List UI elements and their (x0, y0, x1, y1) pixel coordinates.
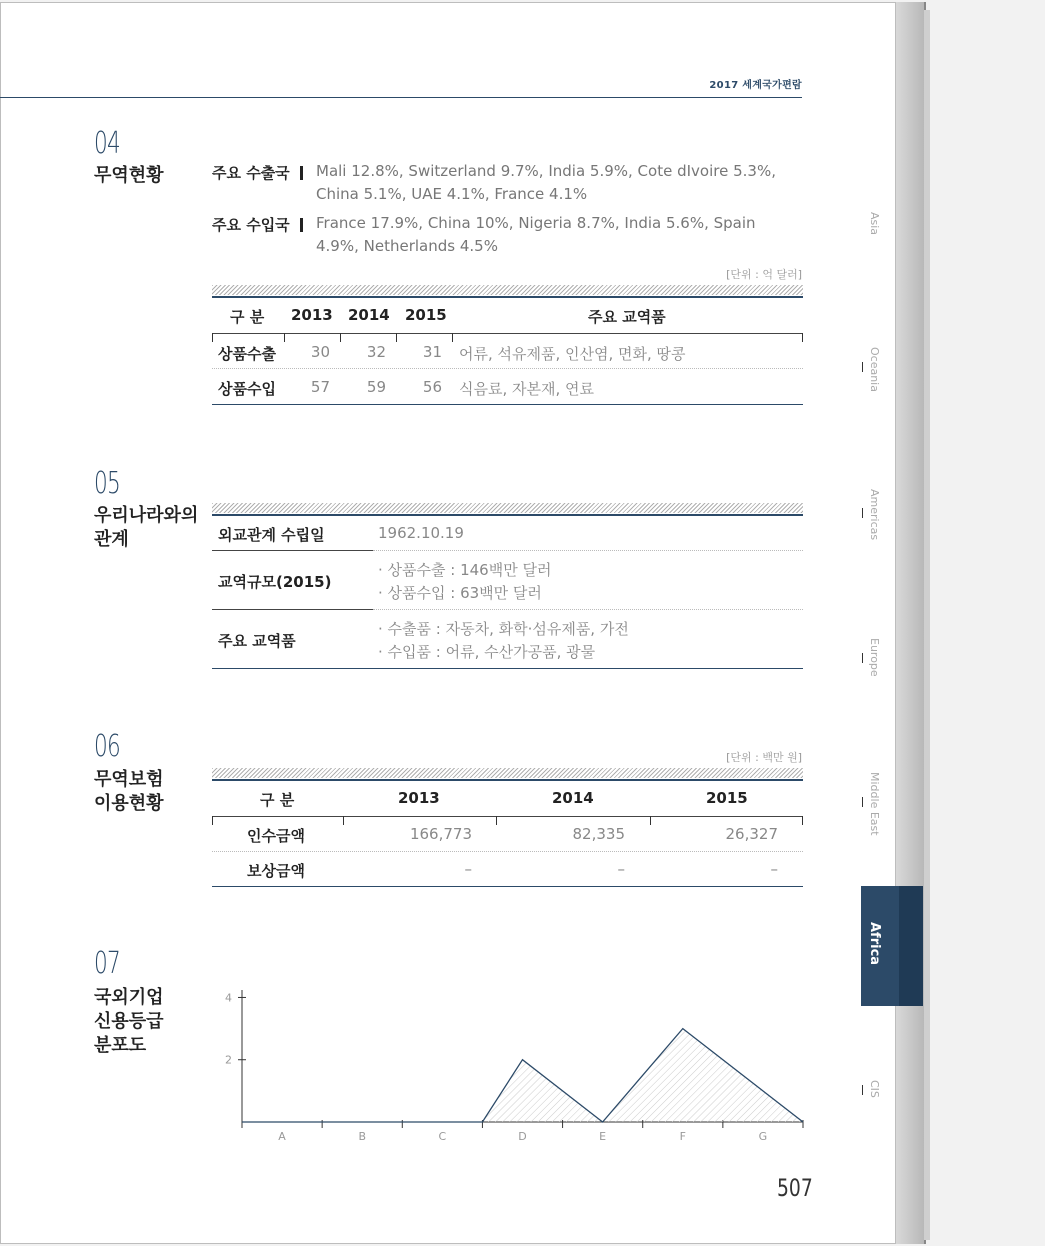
sidebar-item-middle-east[interactable]: Middle East (868, 772, 881, 836)
x-tick-label: E (599, 1130, 607, 1143)
row-divider (212, 368, 803, 369)
title-line: 무역보험 (94, 769, 164, 790)
x-tick-label: F (679, 1130, 686, 1143)
header-rule (212, 816, 803, 817)
relation-label: 외교관계 수립일 (218, 526, 325, 544)
title-line: 분포도 (94, 1035, 147, 1056)
table-cell: 59 (366, 378, 386, 396)
relation-label: 주요 교역품 (218, 632, 296, 650)
table-cell: 26,327 (725, 825, 778, 843)
section-05-number: 05 (94, 466, 121, 501)
insurance-col-header: 구 분 (260, 791, 295, 809)
row-divider (373, 550, 803, 551)
import-label (212, 214, 303, 235)
running-header: 2017 세계국가편람 (709, 80, 802, 91)
x-tick-label: D (518, 1130, 527, 1143)
label-divider (212, 550, 373, 551)
column-tick (496, 816, 497, 825)
section-06-number: 06 (94, 729, 121, 764)
sidebar-tick (862, 797, 863, 807)
insurance-col-header: 2015 (706, 789, 748, 807)
row-divider (373, 609, 803, 610)
relation-value: · 수입품 : 어류, 수산가공품, 광물 (378, 643, 596, 661)
table-bottom-rule (212, 404, 803, 405)
column-tick (284, 333, 285, 342)
table-top-rule (212, 779, 803, 781)
title-line: 우리나라와의 (94, 505, 199, 526)
export-label (212, 162, 303, 183)
column-tick (340, 333, 341, 342)
section-04-number: 04 (94, 126, 121, 161)
column-tick (212, 816, 213, 825)
section-06-title (94, 768, 164, 816)
table-row-label: 인수금액 (247, 827, 305, 845)
sidebar-tick (862, 1085, 863, 1095)
table-cell: 32 (366, 343, 386, 361)
table-hatch (212, 503, 803, 513)
table-cell: 166,773 (409, 825, 472, 843)
column-tick (802, 333, 803, 342)
relation-value: · 상품수입 : 63백만 달러 (378, 584, 542, 602)
table-row-label: 상품수입 (218, 380, 276, 398)
section-06-unit: [단위 : 백만 원] (726, 751, 802, 764)
section-04-unit: [단위 : 억 달러] (726, 268, 802, 281)
x-tick-label: B (358, 1130, 366, 1143)
sidebar-item-africa[interactable] (861, 886, 899, 1006)
insurance-col-header: 2013 (398, 789, 440, 807)
title-line: 관계 (94, 529, 129, 550)
table-bottom-rule (212, 886, 803, 887)
trade-col-header: 2014 (348, 306, 390, 324)
insurance-col-header: 2014 (552, 789, 594, 807)
relation-value: · 수출품 : 자동차, 화학·섬유제품, 가전 (378, 620, 629, 638)
table-hatch (212, 285, 803, 295)
row-divider (212, 851, 803, 852)
sidebar-tick (862, 362, 863, 372)
y-tick-label: 4 (225, 991, 232, 1005)
page-number: 507 (777, 1174, 813, 1202)
column-tick (650, 816, 651, 825)
relation-label: 교역규모(2015) (218, 573, 332, 591)
export-text: Mali 12.8%, Switzerland 9.7%, India 5.9%, Cote dIvoire 5.3%, China 5.1%, UAE 4.1%, France 4.1% (316, 162, 776, 203)
table-cell: – (770, 860, 778, 878)
africa-tab-fold (899, 886, 923, 1006)
table-cell: 82,335 (572, 825, 625, 843)
trade-col-header: 주요 교역품 (588, 308, 666, 326)
label-divider (212, 609, 373, 610)
title-line: 국외기업 (94, 987, 164, 1008)
trade-col-header: 2015 (405, 306, 447, 324)
sidebar-tick (862, 653, 863, 663)
sidebar-item-oceania[interactable]: Oceania (868, 347, 881, 392)
column-tick (343, 816, 344, 825)
label-bar (300, 218, 303, 232)
trade-col-header: 2013 (291, 306, 333, 324)
header-rule (0, 97, 802, 98)
table-cell: 어류, 석유제품, 인산염, 면화, 땅콩 (459, 345, 686, 363)
table-cell: 56 (422, 378, 442, 396)
title-line: 신용등급 (94, 1011, 164, 1032)
table-top-rule (212, 296, 803, 298)
table-hatch (212, 768, 803, 778)
label-bar (300, 166, 303, 180)
credit-rating-chart (215, 985, 810, 1145)
table-bottom-rule (212, 668, 803, 669)
section-07-number: 07 (94, 946, 121, 981)
x-tick-label: A (278, 1130, 286, 1143)
area-fill (242, 1029, 803, 1122)
x-tick-label: C (438, 1130, 447, 1143)
trade-col-header: 구 분 (230, 308, 265, 326)
sidebar-item-africa-label: Africa (867, 922, 882, 966)
table-cell: – (617, 860, 625, 878)
section-05-title (94, 504, 198, 552)
column-tick (396, 333, 397, 342)
sidebar-item-europe[interactable]: Europe (868, 638, 881, 677)
table-top-rule (212, 514, 803, 516)
header-rule (212, 333, 803, 334)
table-cell: 30 (310, 343, 330, 361)
column-tick (802, 816, 803, 825)
sidebar-item-americas[interactable]: Americas (868, 489, 881, 541)
relation-value: 1962.10.19 (378, 524, 464, 542)
x-tick-label: G (758, 1130, 768, 1143)
page-edge (896, 2, 926, 1244)
y-tick-label: 2 (225, 1053, 232, 1067)
sidebar-item-cis[interactable]: CIS (868, 1080, 881, 1098)
table-cell: 57 (310, 378, 330, 396)
table-cell: – (464, 860, 472, 878)
export-label-text: 주요 수출국 (212, 164, 290, 182)
title-line: 이용현황 (94, 793, 164, 814)
section-07-title (94, 986, 164, 1058)
sidebar-tick (862, 508, 863, 518)
section-04-title: 무역현황 (94, 165, 164, 186)
table-row-label: 상품수출 (218, 345, 276, 363)
sidebar-item-asia[interactable]: Asia (868, 212, 881, 236)
import-text: France 17.9%, China 10%, Nigeria 8.7%, India 5.6%, Spain 4.9%, Netherlands 4.5% (316, 214, 756, 255)
import-label-text: 주요 수입국 (212, 216, 290, 234)
column-tick (452, 333, 453, 342)
column-tick (212, 333, 213, 342)
table-cell: 식음료, 자본재, 연료 (459, 380, 594, 398)
table-cell: 31 (422, 343, 442, 361)
page-edge-shadow (924, 10, 930, 1240)
table-row-label: 보상금액 (247, 862, 305, 880)
relation-value: · 상품수출 : 146백만 달러 (378, 561, 552, 579)
